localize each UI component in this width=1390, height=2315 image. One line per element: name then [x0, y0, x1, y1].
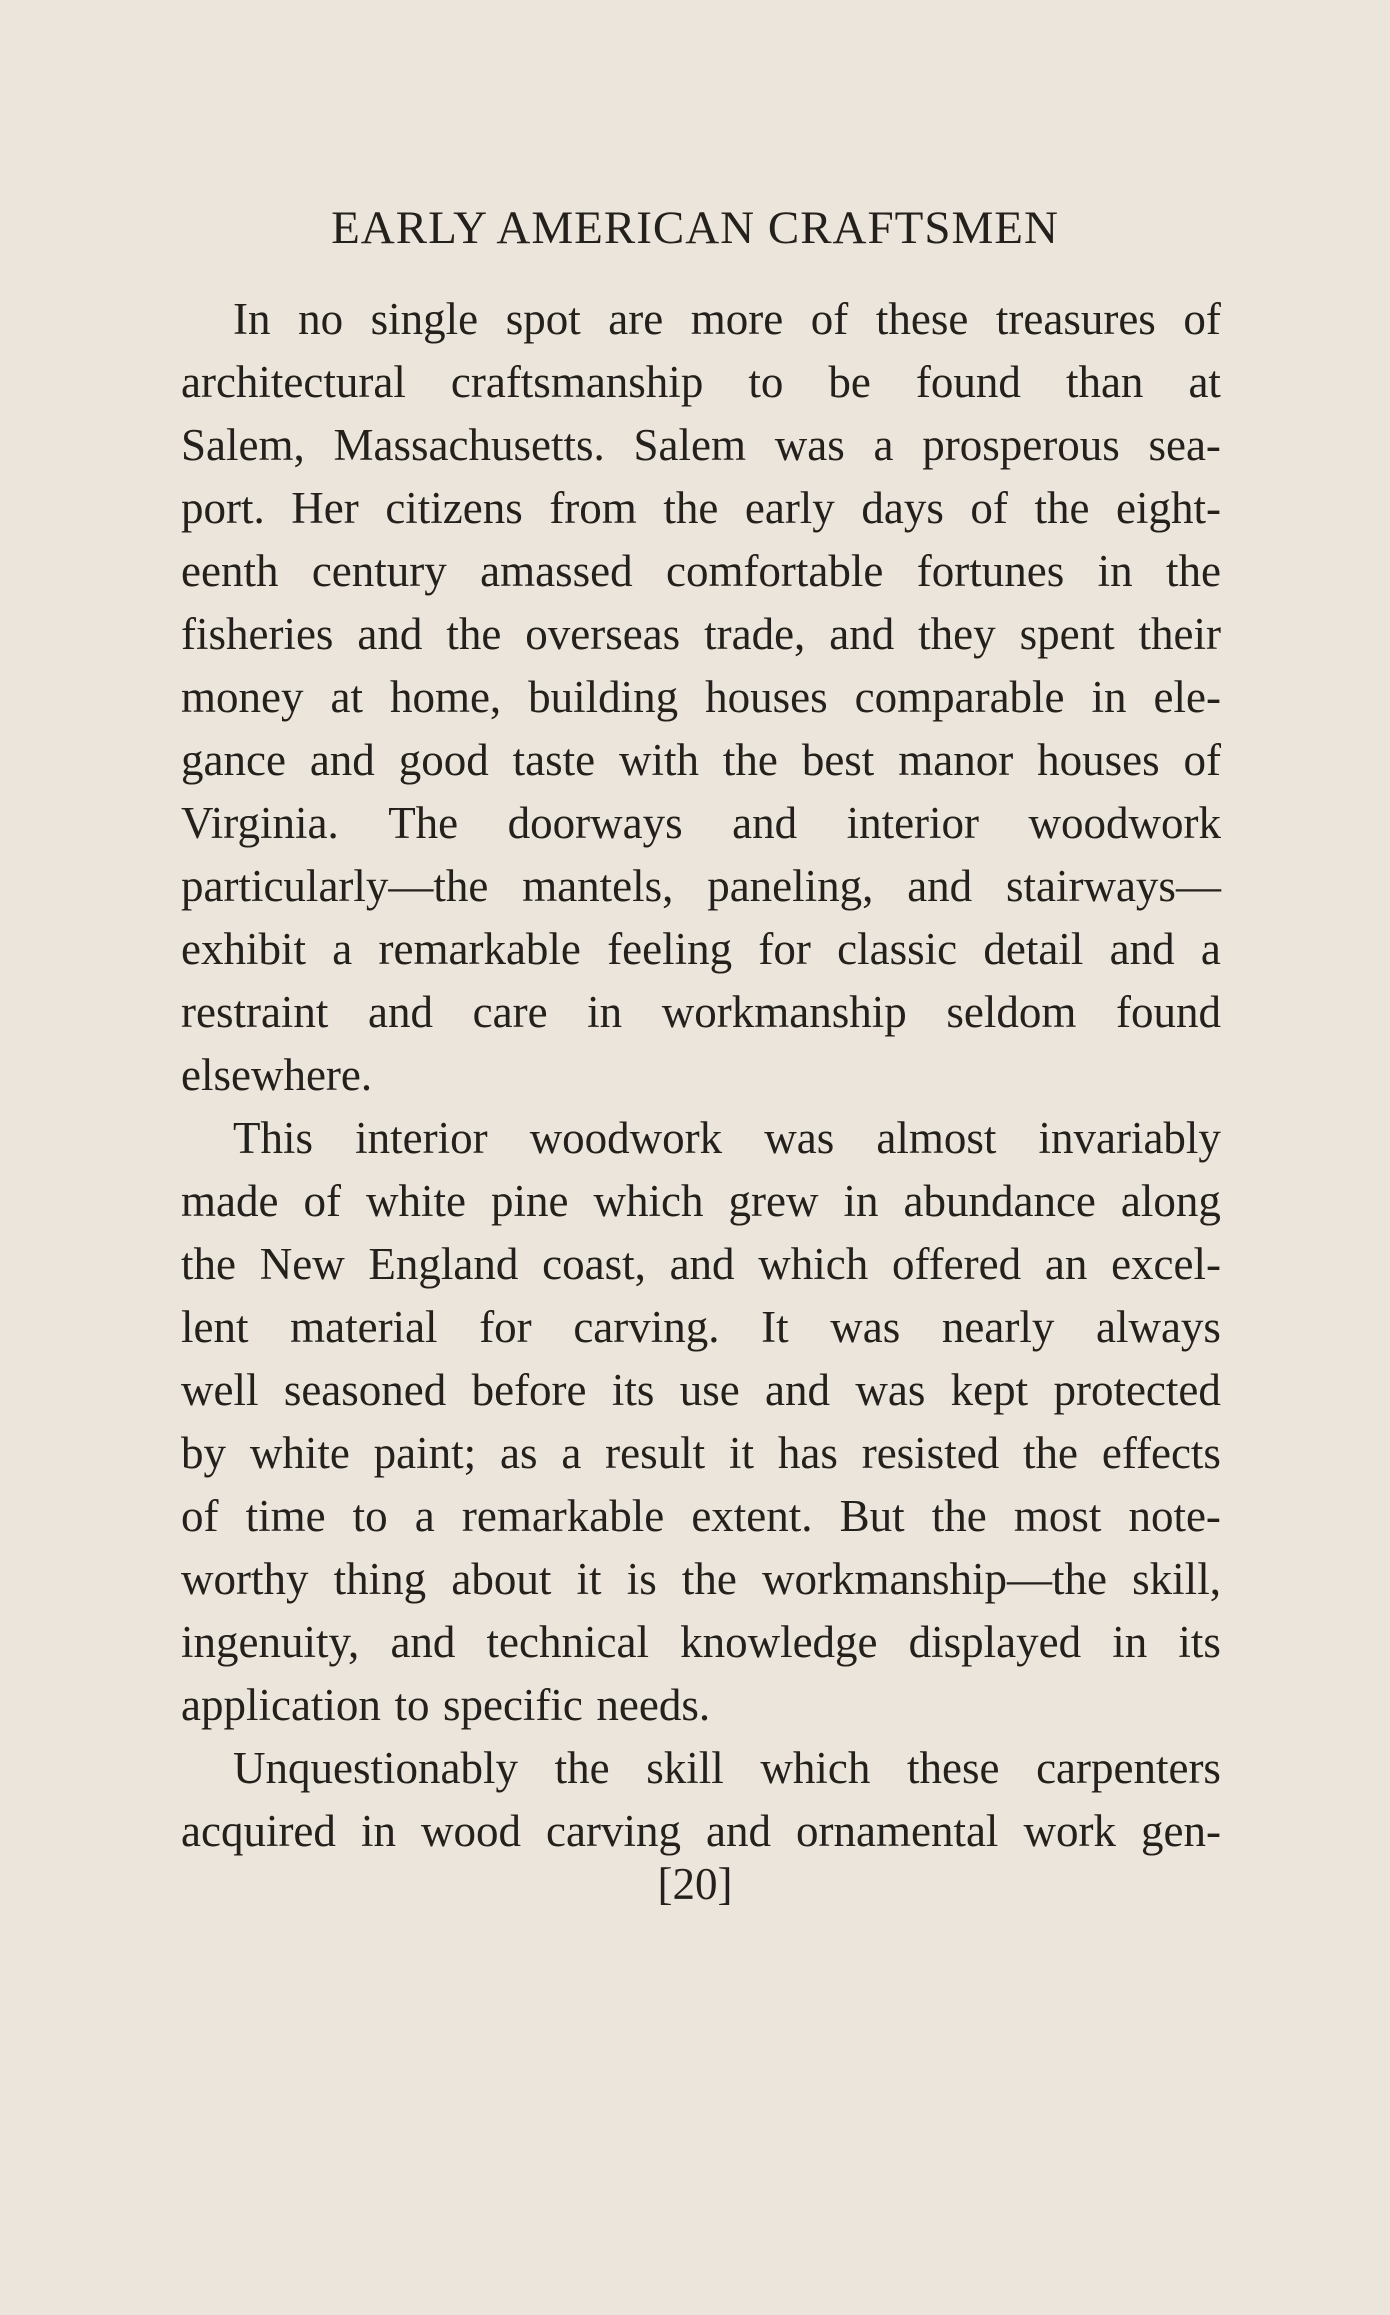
text-line [181, 1296, 1221, 1359]
word: gen- [1140, 1806, 1221, 1856]
word: century [311, 546, 447, 596]
word: eight- [1115, 483, 1221, 533]
word: at [330, 672, 363, 722]
running-head: EARLY AMERICAN CRAFTSMEN [331, 202, 1059, 254]
word: carving [546, 1806, 681, 1856]
word: which [760, 1743, 871, 1793]
word: interior [846, 798, 980, 848]
word: a [1200, 924, 1221, 974]
word: stairways— [1005, 861, 1221, 911]
text-line [181, 288, 1221, 351]
word: spent [1019, 609, 1115, 659]
word: always [1095, 1302, 1221, 1352]
word: Massachusetts. [333, 420, 605, 470]
word: to [394, 1680, 430, 1730]
paragraph [181, 288, 1221, 1107]
word: wood [421, 1806, 521, 1856]
word: The [388, 798, 459, 848]
word: detail [983, 924, 1084, 974]
word: found [915, 357, 1021, 407]
word: workmanship—the [762, 1554, 1107, 1604]
text-line [181, 351, 1221, 414]
text-line [181, 540, 1221, 603]
word: Salem, [181, 420, 305, 470]
word: needs. [596, 1680, 711, 1730]
word: and [357, 609, 423, 659]
word: was [764, 1113, 835, 1163]
word: remarkable [461, 1491, 665, 1541]
word: ingenuity, [181, 1617, 360, 1667]
word: time [245, 1491, 326, 1541]
word: mantels, [522, 861, 674, 911]
word: England [368, 1239, 519, 1289]
word: for [758, 924, 811, 974]
word: be [828, 357, 871, 407]
word: Virginia. [181, 798, 339, 848]
word: displayed [908, 1617, 1082, 1667]
word: the [663, 483, 719, 533]
word: paint; [373, 1428, 477, 1478]
word: has [777, 1428, 838, 1478]
word: sea- [1148, 420, 1221, 470]
word: note- [1128, 1491, 1221, 1541]
word: Her [291, 483, 359, 533]
word: prosperous [922, 420, 1120, 470]
word: architectural [181, 357, 406, 407]
word: skill, [1132, 1554, 1221, 1604]
word: an [1044, 1239, 1088, 1289]
text-line [181, 1548, 1221, 1611]
word: at [1188, 357, 1221, 407]
word: and [829, 609, 895, 659]
text-line [181, 414, 1221, 477]
word: and [669, 1239, 735, 1289]
word: was [830, 1302, 901, 1352]
word: a [561, 1428, 582, 1478]
word: craftsmanship [450, 357, 704, 407]
word: This [233, 1113, 314, 1163]
word: almost [876, 1113, 997, 1163]
word: in [360, 1806, 396, 1856]
text-line [181, 666, 1221, 729]
word: protected [1053, 1365, 1221, 1415]
text-line [181, 1359, 1221, 1422]
word: its [1178, 1617, 1221, 1667]
word: in [1091, 672, 1127, 722]
word: But [839, 1491, 905, 1541]
text-line [181, 729, 1221, 792]
text-line [181, 1170, 1221, 1233]
word: fortunes [916, 546, 1065, 596]
word: the [681, 1554, 737, 1604]
word: pine [490, 1176, 569, 1226]
word: in [843, 1176, 879, 1226]
word: resisted [861, 1428, 1000, 1478]
word: to [748, 357, 784, 407]
word: a [873, 420, 894, 470]
word: woodwork [1028, 798, 1221, 848]
word: fisheries [181, 609, 334, 659]
word: these [906, 1743, 1000, 1793]
word: their [1138, 609, 1221, 659]
word: they [918, 609, 996, 659]
word: found [1115, 987, 1221, 1037]
word: effects [1101, 1428, 1221, 1478]
word: home, [389, 672, 502, 722]
text-line [181, 918, 1221, 981]
word: amassed [480, 546, 633, 596]
word: woodwork [529, 1113, 723, 1163]
word: of [970, 483, 1008, 533]
word: thing [333, 1554, 427, 1604]
word: is [626, 1554, 657, 1604]
word: interior [355, 1113, 488, 1163]
word: white [249, 1428, 350, 1478]
text-line [181, 1233, 1221, 1296]
word: New [259, 1239, 345, 1289]
word: along [1120, 1176, 1221, 1226]
word: use [679, 1365, 740, 1415]
text-line [181, 1611, 1221, 1674]
word: work [1023, 1806, 1116, 1856]
word: was [774, 420, 845, 470]
word: worthy [181, 1554, 309, 1604]
word: remarkable [378, 924, 581, 974]
word: good [398, 735, 489, 785]
word: invariably [1038, 1113, 1221, 1163]
word: and [706, 1806, 771, 1856]
word: houses [705, 672, 828, 722]
word: it [729, 1428, 755, 1478]
word: houses [1037, 735, 1160, 785]
word: and [1109, 924, 1175, 974]
word: elsewhere. [181, 1050, 373, 1100]
text-line [181, 1485, 1221, 1548]
word: to [352, 1491, 388, 1541]
word: Salem [633, 420, 746, 470]
word: of [181, 1491, 219, 1541]
word: and [309, 735, 375, 785]
word: specific [442, 1680, 583, 1730]
text-line [181, 1044, 1221, 1107]
word: single [370, 294, 479, 344]
text-line [181, 1737, 1221, 1800]
word: the [554, 1743, 610, 1793]
word: application [181, 1680, 381, 1730]
text-line [181, 477, 1221, 540]
word: was [855, 1365, 926, 1415]
word: days [861, 483, 944, 533]
word: extent. [691, 1491, 813, 1541]
word: material [290, 1302, 438, 1352]
word: than [1065, 357, 1144, 407]
text-line [181, 1107, 1221, 1170]
word: building [528, 672, 679, 722]
word: paneling, [707, 861, 874, 911]
word: by [181, 1428, 226, 1478]
word: kept [950, 1365, 1029, 1415]
word: it [576, 1554, 602, 1604]
text-line [181, 603, 1221, 666]
word: carpenters [1036, 1743, 1221, 1793]
word: seldom [946, 987, 1077, 1037]
word: It [761, 1302, 789, 1352]
word: well [181, 1365, 259, 1415]
word: citizens [385, 483, 523, 533]
word: from [549, 483, 637, 533]
word: ele- [1153, 672, 1221, 722]
word: of [1183, 294, 1221, 344]
word: before [471, 1365, 587, 1415]
word: manor [898, 735, 1014, 785]
word: these [875, 294, 969, 344]
word: abundance [903, 1176, 1096, 1226]
word: excel- [1111, 1239, 1221, 1289]
word: comfortable [665, 546, 884, 596]
word: carving. [573, 1302, 720, 1352]
word: comparable [854, 672, 1065, 722]
text-line [181, 1674, 1221, 1737]
word: money [181, 672, 304, 722]
word: spot [505, 294, 581, 344]
word: Unquestionably [233, 1743, 518, 1793]
word: exhibit [181, 924, 306, 974]
word: a [414, 1491, 435, 1541]
word: of [303, 1176, 341, 1226]
word: the [1034, 483, 1090, 533]
body-text [181, 288, 1221, 1863]
word: particularly—the [181, 861, 489, 911]
word: with [619, 735, 700, 785]
word: nearly [941, 1302, 1055, 1352]
word: and [765, 1365, 831, 1415]
word: acquired [181, 1806, 336, 1856]
word: which [593, 1176, 704, 1226]
word: coast, [542, 1239, 646, 1289]
text-line [181, 855, 1221, 918]
word: of [1183, 735, 1221, 785]
word: classic [837, 924, 958, 974]
paragraph [181, 1737, 1221, 1863]
word: the [931, 1491, 987, 1541]
word: treasures [995, 294, 1156, 344]
word: the [1165, 546, 1221, 596]
word: the [181, 1239, 236, 1289]
word: port. [181, 483, 265, 533]
word: its [611, 1365, 655, 1415]
word: most [1013, 1491, 1102, 1541]
word: which [758, 1239, 869, 1289]
word: and [368, 987, 434, 1037]
word: restraint [181, 987, 329, 1037]
word: the [722, 735, 778, 785]
word: trade, [704, 609, 806, 659]
word: in [1112, 1617, 1148, 1667]
word: white [365, 1176, 466, 1226]
word: a [332, 924, 353, 974]
word: grew [728, 1176, 819, 1226]
word: overseas [525, 609, 681, 659]
text-line [181, 981, 1221, 1044]
word: and [907, 861, 973, 911]
word: feeling [607, 924, 733, 974]
word: about [451, 1554, 552, 1604]
word: and [390, 1617, 456, 1667]
word: early [744, 483, 835, 533]
word: offered [892, 1239, 1022, 1289]
word: skill [646, 1743, 724, 1793]
word: the [446, 609, 502, 659]
text-line [181, 1422, 1221, 1485]
text-line [181, 792, 1221, 855]
word: more [690, 294, 784, 344]
word: gance [181, 735, 286, 785]
word: care [472, 987, 548, 1037]
word: workmanship [661, 987, 907, 1037]
paragraph [181, 1107, 1221, 1737]
word: for [479, 1302, 532, 1352]
word: result [605, 1428, 706, 1478]
page-number: [20] [657, 1859, 733, 1909]
word: doorways [507, 798, 683, 848]
word: of [810, 294, 849, 344]
word: eenth [181, 546, 279, 596]
word: and [732, 798, 798, 848]
word: technical [486, 1617, 649, 1667]
word: lent [181, 1302, 249, 1352]
word: made [181, 1176, 279, 1226]
word: In [233, 294, 271, 344]
word: are [608, 294, 664, 344]
word: no [298, 294, 344, 344]
word: in [1097, 546, 1133, 596]
word: as [500, 1428, 538, 1478]
word: the [1023, 1428, 1078, 1478]
word: seasoned [283, 1365, 447, 1415]
word: knowledge [680, 1617, 878, 1667]
word: in [587, 987, 623, 1037]
word: best [801, 735, 875, 785]
word: ornamental [796, 1806, 999, 1856]
word: taste [512, 735, 596, 785]
